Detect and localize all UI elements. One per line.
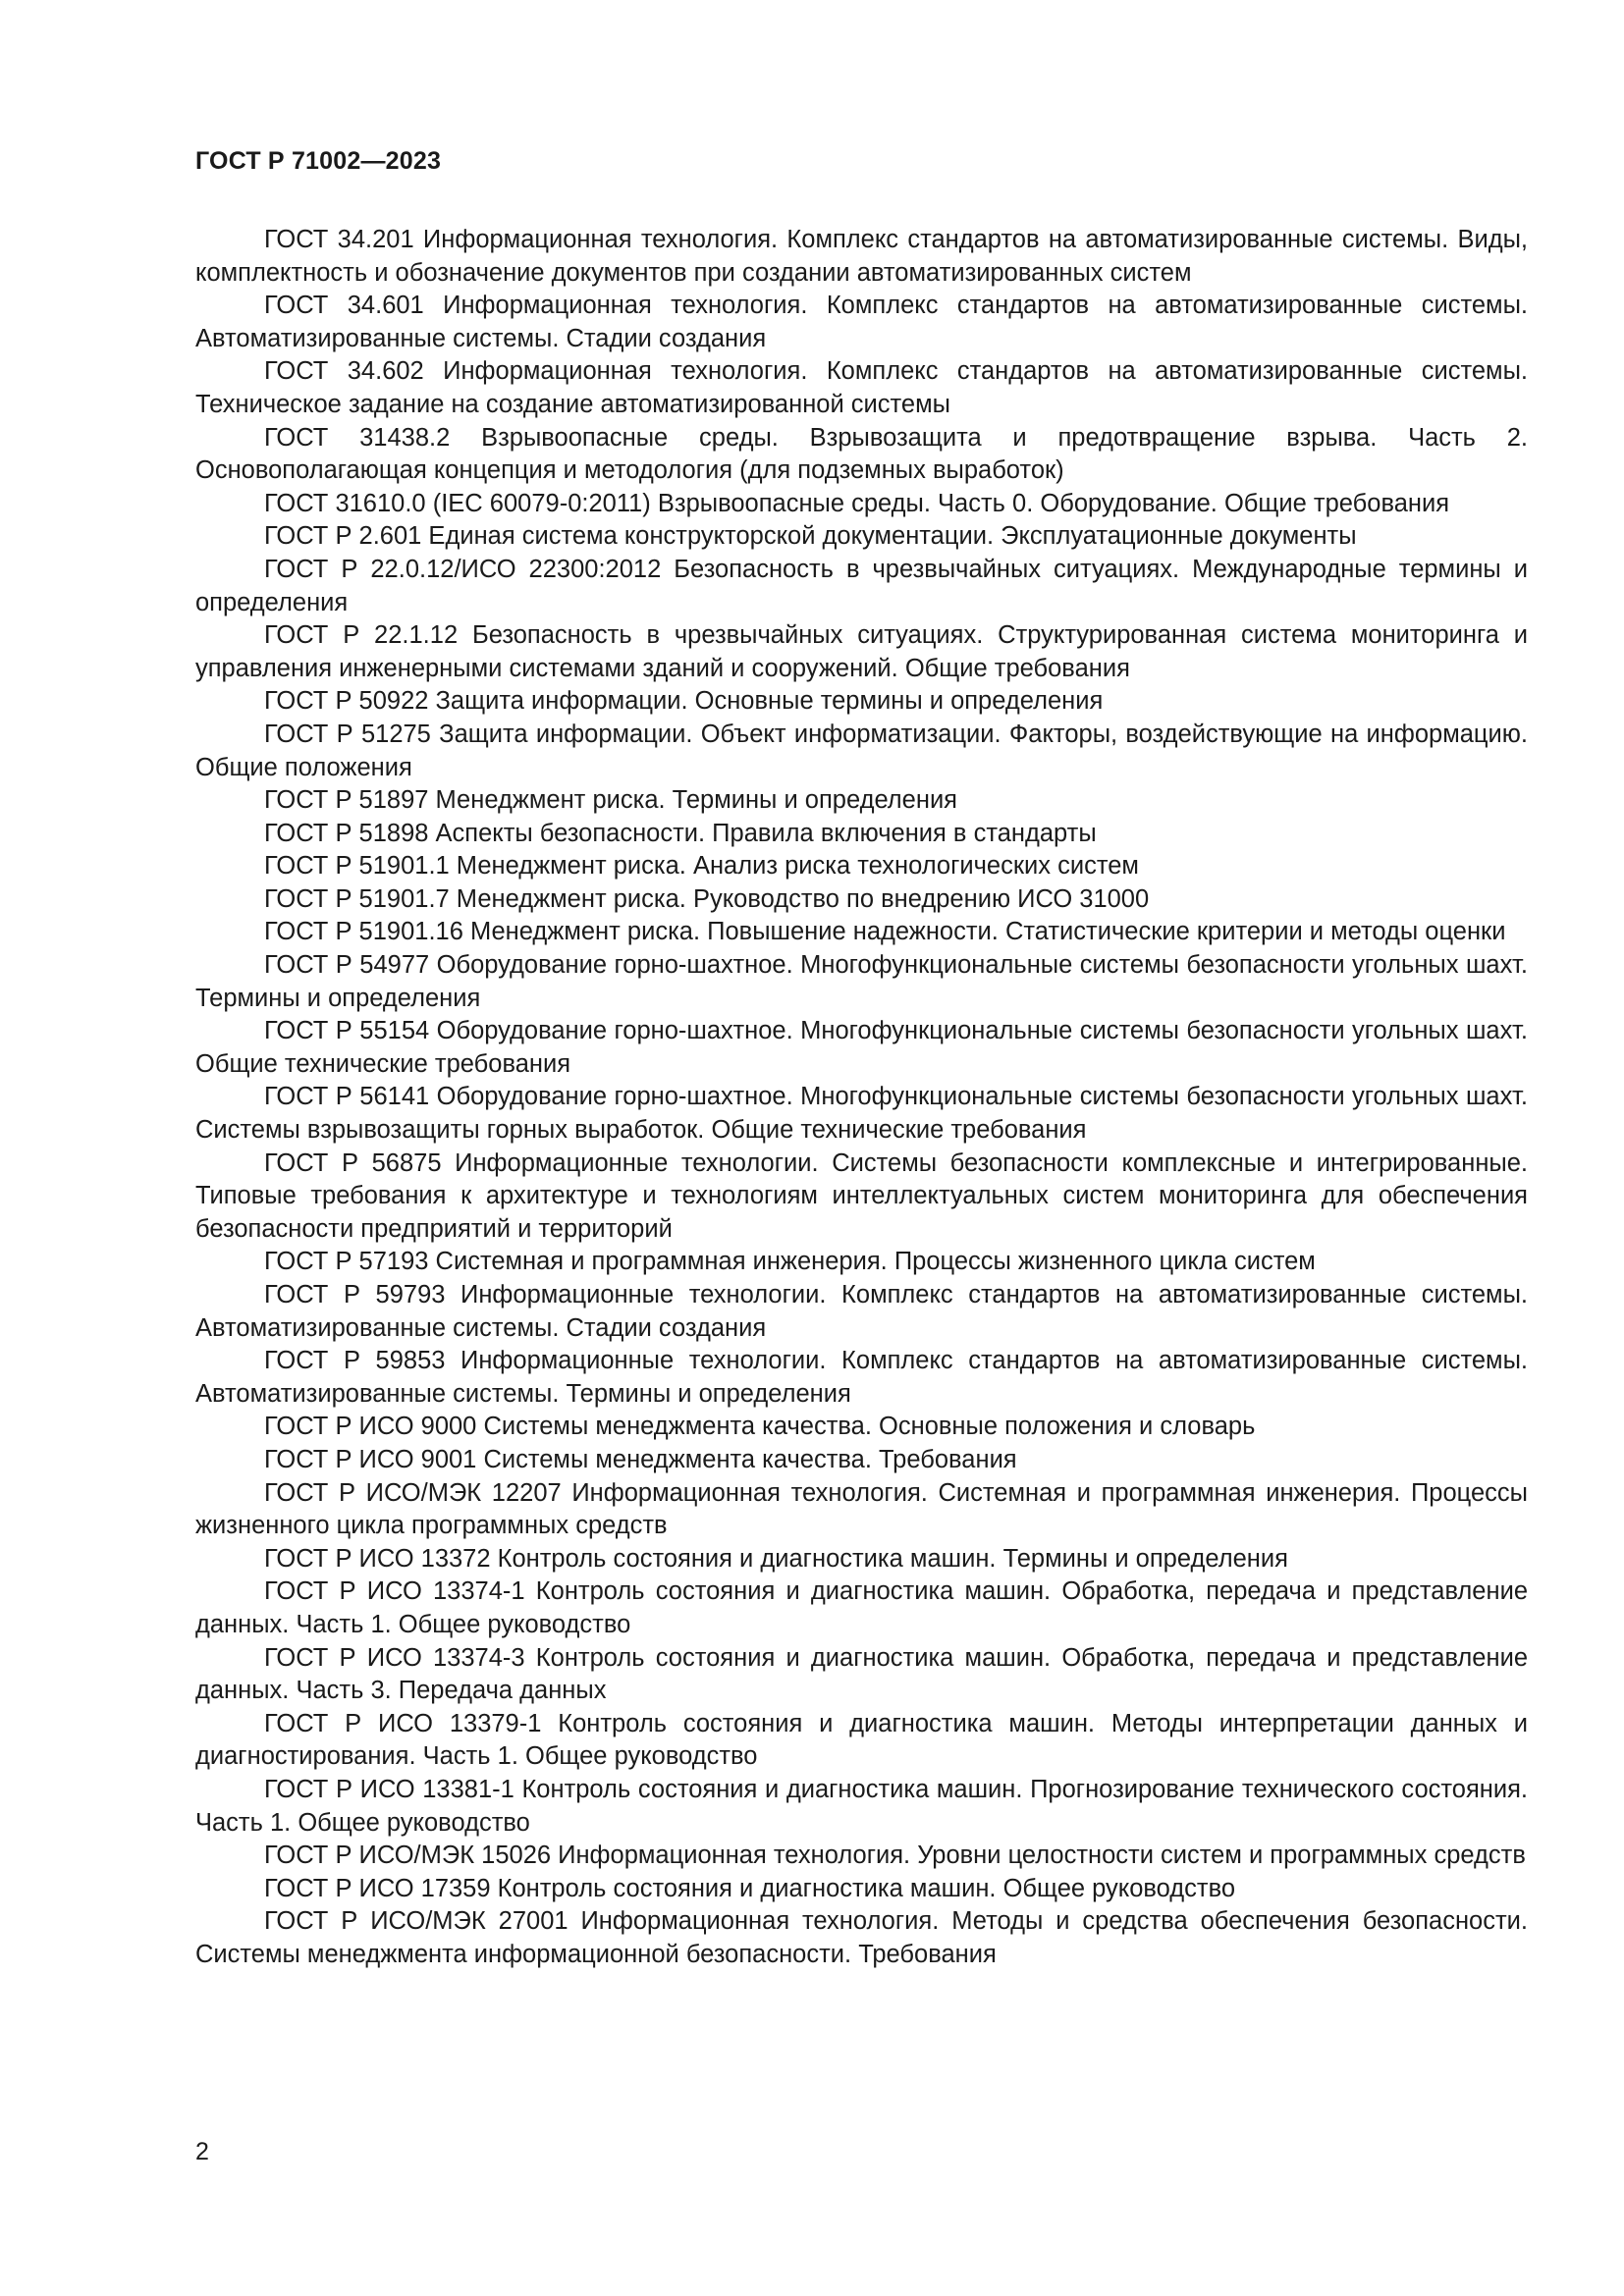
reference-item: ГОСТ Р 56141 Оборудование горно-шахтное. Многофункциональные системы безопасности угольных шахт. Системы взрывозащиты горных выработок. Общие технические требования <box>195 1083 1528 1145</box>
reference-item: ГОСТ Р 51901.7 Менеджмент риска. Руководство по внедрению ИСО 31000 <box>264 884 1150 913</box>
reference-item: ГОСТ Р 51901.16 Менеджмент риска. Повышение надежности. Статистические критерии и методы оценки <box>264 918 1506 946</box>
reference-item: ГОСТ Р ИСО 13379-1 Контроль состояния и диагностика машин. Методы интерпретации данных и диагностирования. Часть 1. Общее руководство <box>195 1709 1528 1771</box>
reference-item: ГОСТ Р 56875 Информационные технологии. Системы безопасности комплексные и интегрированные. Типовые требования к архитектуре и технологиям интеллектуальных систем мониторинга для обеспечения безопасности предприятий и территорий <box>195 1148 1528 1243</box>
document-header: ГОСТ Р 71002—2023 <box>195 147 442 175</box>
reference-item: ГОСТ Р ИСО 13374-1 Контроль состояния и диагностика машин. Обработка, передача и представление данных. Часть 1. Общее руководство <box>195 1577 1528 1638</box>
reference-item: ГОСТ 31438.2 Взрывоопасные среды. Взрывозащита и предотвращение взрыва. Часть 2. Основополагающая концепция и методология (для подземных выработок) <box>195 423 1528 485</box>
reference-item: ГОСТ Р 55154 Оборудование горно-шахтное. Многофункциональные системы безопасности угольных шахт. Общие технические требования <box>195 1017 1528 1078</box>
reference-item: ГОСТ Р 51901.1 Менеджмент риска. Анализ риска технологических систем <box>264 852 1139 881</box>
reference-item: ГОСТ Р 22.0.12/ИСО 22300:2012 Безопасность в чрезвычайных ситуациях. Международные термины и определения <box>195 555 1528 616</box>
reference-item: ГОСТ Р 51898 Аспекты безопасности. Правила включения в стандарты <box>264 819 1097 847</box>
normative-references-list <box>195 224 1528 1971</box>
reference-item: ГОСТ Р ИСО 13372 Контроль состояния и диагностика машин. Термины и определения <box>264 1544 1288 1573</box>
reference-item: ГОСТ Р 51275 Защита информации. Объект информатизации. Факторы, воздействующие на информацию. Общие положения <box>195 720 1528 781</box>
reference-item: ГОСТ 34.602 Информационная технология. Комплекс стандартов на автоматизированные системы. Техническое задание на создание автоматизированной системы <box>195 357 1528 418</box>
reference-item: ГОСТ Р 57193 Системная и программная инженерия. Процессы жизненного цикла систем <box>264 1248 1316 1276</box>
reference-item: ГОСТ Р ИСО/МЭК 15026 Информационная технология. Уровни целостности систем и программных средств <box>264 1842 1526 1870</box>
reference-item: ГОСТ 34.201 Информационная технология. Комплекс стандартов на автоматизированные системы. Виды, комплектность и обозначение документов при создании автоматизированных систем <box>195 226 1528 287</box>
reference-item: ГОСТ Р ИСО/МЭК 27001 Информационная технология. Методы и средства обеспечения безопасности. Системы менеджмента информационной безопасности. Требования <box>195 1907 1528 1968</box>
reference-item: ГОСТ Р 54977 Оборудование горно-шахтное. Многофункциональные системы безопасности угольных шахт. Термины и определения <box>195 951 1528 1012</box>
reference-item: ГОСТ Р 59853 Информационные технологии. Комплекс стандартов на автоматизированные системы. Автоматизированные системы. Термины и определения <box>195 1347 1528 1408</box>
reference-item: ГОСТ Р 50922 Защита информации. Основные термины и определения <box>264 687 1104 716</box>
reference-item: ГОСТ Р 2.601 Единая система конструкторской документации. Эксплуатационные документы <box>264 522 1357 551</box>
reference-item: ГОСТ Р ИСО 9000 Системы менеджмента качества. Основные положения и словарь <box>264 1413 1256 1441</box>
reference-item: ГОСТ Р ИСО 13374-3 Контроль состояния и диагностика машин. Обработка, передача и представление данных. Часть 3. Передача данных <box>195 1643 1528 1705</box>
reference-item: ГОСТ 31610.0 (IEC 60079-0:2011) Взрывоопасные среды. Часть 0. Оборудование. Общие требования <box>264 489 1450 517</box>
reference-item: ГОСТ Р ИСО 17359 Контроль состояния и диагностика машин. Общее руководство <box>264 1874 1236 1902</box>
reference-item: ГОСТ Р 22.1.12 Безопасность в чрезвычайных ситуациях. Структурированная система мониторинга и управления инженерными системами зданий и сооружений. Общие требования <box>195 621 1528 682</box>
reference-item: ГОСТ Р ИСО/МЭК 12207 Информационная технология. Системная и программная инженерия. Процессы жизненного цикла программных средств <box>195 1478 1528 1540</box>
page-number: 2 <box>195 2138 209 2165</box>
reference-item: ГОСТ Р 59793 Информационные технологии. Комплекс стандартов на автоматизированные системы. Автоматизированные системы. Стадии создания <box>195 1281 1528 1342</box>
reference-item: ГОСТ 34.601 Информационная технология. Комплекс стандартов на автоматизированные системы. Автоматизированные системы. Стадии создания <box>195 292 1528 352</box>
reference-item: ГОСТ Р ИСО 9001 Системы менеджмента качества. Требования <box>264 1445 1017 1473</box>
reference-item: ГОСТ Р ИСО 13381-1 Контроль состояния и диагностика машин. Прогнозирование технического состояния. Часть 1. Общее руководство <box>195 1775 1528 1837</box>
reference-item: ГОСТ Р 51897 Менеджмент риска. Термины и определения <box>264 786 957 815</box>
